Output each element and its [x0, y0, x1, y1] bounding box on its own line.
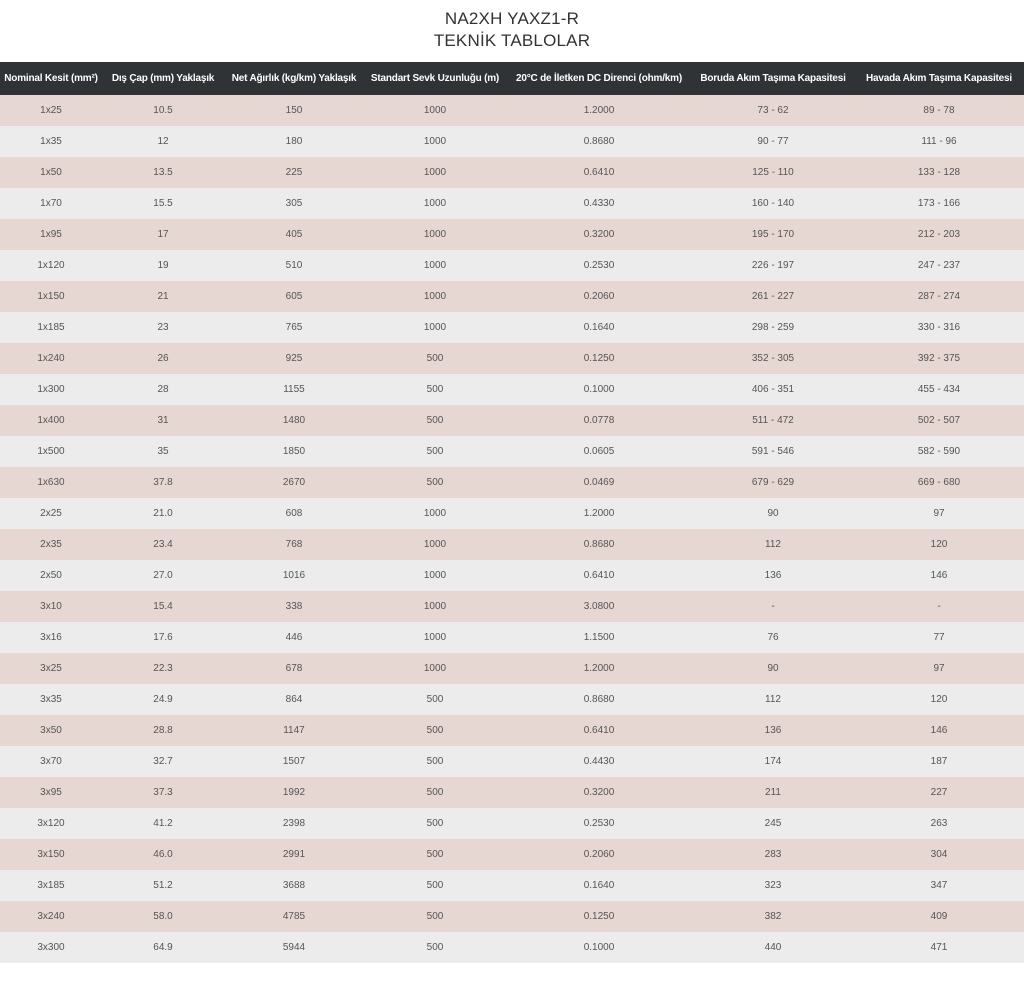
cell-net-weight: 446: [285, 632, 303, 643]
cell-delivery-length: 1000: [423, 136, 447, 147]
cell-current-in-air: 173 - 166: [917, 198, 961, 209]
cell-outer-diameter: 31: [157, 415, 169, 426]
cell-delivery-length: 500: [426, 787, 444, 798]
table-row: [0, 219, 1024, 250]
cell-current-in-pipe: 73 - 62: [757, 105, 789, 116]
cell-current-in-air: 347: [930, 880, 948, 891]
cell-nominal-section: 1x300: [37, 384, 65, 395]
cell-dc-resistance: 0.0469: [583, 477, 615, 488]
table-row: [0, 777, 1024, 808]
cell-outer-diameter: 22.3: [153, 663, 173, 674]
cell-nominal-section: 3x185: [37, 880, 65, 891]
column-header-current-in-air: Havada Akım Taşıma Kapasitesi: [866, 73, 1012, 84]
cell-net-weight: 405: [285, 229, 303, 240]
cell-current-in-air: 97: [933, 508, 945, 519]
cell-current-in-pipe: 382: [764, 911, 782, 922]
cell-dc-resistance: 0.1250: [583, 911, 615, 922]
cell-delivery-length: 500: [426, 384, 444, 395]
cell-current-in-air: 146: [930, 725, 948, 736]
cell-nominal-section: 1x120: [37, 260, 65, 271]
cell-dc-resistance: 0.0605: [583, 446, 615, 457]
cell-delivery-length: 1000: [423, 260, 447, 271]
cell-delivery-length: 500: [426, 880, 444, 891]
title-block: [0, 0, 1024, 62]
cell-net-weight: 605: [285, 291, 303, 302]
cell-current-in-air: 409: [930, 911, 948, 922]
cell-net-weight: 608: [285, 508, 303, 519]
cell-current-in-air: -: [937, 601, 941, 612]
table-row: [0, 281, 1024, 312]
cell-nominal-section: 3x35: [40, 694, 62, 705]
cell-dc-resistance: 0.4330: [583, 198, 615, 209]
cell-delivery-length: 500: [426, 725, 444, 736]
technical-table: [0, 62, 1024, 963]
cell-net-weight: 225: [285, 167, 303, 178]
cell-current-in-air: 120: [930, 539, 948, 550]
cell-current-in-air: 287 - 274: [917, 291, 961, 302]
cell-dc-resistance: 3.0800: [583, 601, 615, 612]
table-row: [0, 932, 1024, 963]
table-row: [0, 498, 1024, 529]
cell-current-in-air: 455 - 434: [917, 384, 961, 395]
cell-current-in-air: 247 - 237: [917, 260, 961, 271]
cell-net-weight: 1850: [282, 446, 306, 457]
cell-net-weight: 1507: [282, 756, 306, 767]
cell-outer-diameter: 13.5: [153, 167, 173, 178]
cell-current-in-pipe: 90: [767, 508, 779, 519]
cell-net-weight: 2398: [282, 818, 306, 829]
cell-current-in-pipe: 90 - 77: [757, 136, 789, 147]
cell-delivery-length: 1000: [423, 663, 447, 674]
cell-current-in-pipe: 323: [764, 880, 782, 891]
cell-delivery-length: 1000: [423, 291, 447, 302]
cell-delivery-length: 500: [426, 694, 444, 705]
cell-net-weight: 864: [285, 694, 303, 705]
cell-dc-resistance: 0.3200: [583, 229, 615, 240]
column-header-outer-diameter: Dış Çap (mm) Yaklaşık: [111, 73, 215, 84]
cell-dc-resistance: 0.1000: [583, 384, 615, 395]
cell-outer-diameter: 28: [157, 384, 169, 395]
table-row: [0, 188, 1024, 219]
cell-delivery-length: 500: [426, 353, 444, 364]
cell-current-in-pipe: 261 - 227: [751, 291, 795, 302]
cell-nominal-section: 3x16: [40, 632, 62, 643]
table-row: [0, 374, 1024, 405]
cell-net-weight: 678: [285, 663, 303, 674]
table-row: [0, 126, 1024, 157]
cell-delivery-length: 1000: [423, 632, 447, 643]
cell-current-in-air: 77: [933, 632, 945, 643]
cell-dc-resistance: 0.8680: [583, 539, 615, 550]
table-row: [0, 157, 1024, 188]
cell-net-weight: 5944: [282, 942, 306, 953]
cell-net-weight: 768: [285, 539, 303, 550]
cell-outer-diameter: 17: [157, 229, 169, 240]
cell-current-in-pipe: 211: [765, 787, 781, 798]
table-row: [0, 653, 1024, 684]
cell-delivery-length: 1000: [423, 508, 447, 519]
table-row: [0, 405, 1024, 436]
cell-delivery-length: 500: [426, 911, 444, 922]
cell-outer-diameter: 17.6: [153, 632, 173, 643]
cell-nominal-section: 3x240: [37, 911, 65, 922]
cell-net-weight: 925: [285, 353, 303, 364]
cell-current-in-pipe: 679 - 629: [751, 477, 795, 488]
cell-nominal-section: 1x400: [37, 415, 65, 426]
table-row: [0, 529, 1024, 560]
cell-current-in-pipe: 125 - 110: [752, 167, 794, 178]
cell-net-weight: 1480: [282, 415, 306, 426]
cell-current-in-pipe: 591 - 546: [751, 446, 795, 457]
table-row: [0, 591, 1024, 622]
cell-current-in-air: 212 - 203: [917, 229, 961, 240]
cell-delivery-length: 1000: [423, 167, 447, 178]
cell-nominal-section: 3x70: [40, 756, 62, 767]
cell-dc-resistance: 0.6410: [583, 725, 615, 736]
cell-outer-diameter: 15.5: [153, 198, 173, 209]
cell-nominal-section: 1x35: [40, 136, 62, 147]
cell-current-in-pipe: 298 - 259: [751, 322, 795, 333]
table-row: [0, 808, 1024, 839]
table-row: [0, 250, 1024, 281]
cell-nominal-section: 3x10: [40, 601, 62, 612]
table-row: [0, 467, 1024, 498]
cell-dc-resistance: 1.2000: [583, 105, 615, 116]
table-row: [0, 901, 1024, 932]
cell-outer-diameter: 21.0: [153, 508, 173, 519]
cell-outer-diameter: 23: [157, 322, 169, 333]
cell-current-in-air: 392 - 375: [917, 353, 961, 364]
table-header: [0, 62, 1024, 95]
cell-delivery-length: 1000: [423, 229, 447, 240]
cell-current-in-pipe: 195 - 170: [751, 229, 795, 240]
cell-outer-diameter: 41.2: [153, 818, 173, 829]
cell-delivery-length: 1000: [423, 322, 447, 333]
table-row: [0, 95, 1024, 126]
cell-delivery-length: 500: [426, 818, 444, 829]
cell-delivery-length: 1000: [423, 198, 447, 209]
cell-current-in-air: 582 - 590: [917, 446, 961, 457]
cell-current-in-air: 502 - 507: [917, 415, 961, 426]
cell-current-in-pipe: 112: [765, 539, 781, 550]
cell-outer-diameter: 37.8: [153, 477, 173, 488]
cell-dc-resistance: 0.4430: [583, 756, 615, 767]
cell-current-in-air: 263: [930, 818, 948, 829]
cell-current-in-pipe: 174: [764, 756, 782, 767]
table-body: [0, 95, 1024, 963]
cell-dc-resistance: 0.1640: [583, 322, 615, 333]
table-row: [0, 870, 1024, 901]
table-row: [0, 746, 1024, 777]
cell-current-in-air: 111 - 96: [921, 136, 957, 147]
cell-nominal-section: 3x120: [37, 818, 65, 829]
cell-outer-diameter: 12: [157, 136, 169, 147]
header-row: [0, 62, 1024, 95]
cell-dc-resistance: 0.2530: [583, 818, 615, 829]
cell-current-in-air: 330 - 316: [917, 322, 961, 333]
cell-outer-diameter: 58.0: [153, 911, 173, 922]
cell-current-in-pipe: 245: [764, 818, 782, 829]
cell-outer-diameter: 37.3: [153, 787, 173, 798]
cell-current-in-air: 471: [930, 942, 948, 953]
cell-current-in-air: 133 - 128: [917, 167, 961, 178]
cell-current-in-pipe: 440: [764, 942, 782, 953]
cell-nominal-section: 1x70: [40, 198, 62, 209]
column-header-current-in-pipe: Boruda Akım Taşıma Kapasitesi: [700, 73, 846, 84]
cell-net-weight: 2991: [282, 849, 306, 860]
section-title: TEKNİK TABLOLAR: [433, 31, 591, 50]
cell-dc-resistance: 0.8680: [583, 694, 615, 705]
cell-net-weight: 3688: [282, 880, 306, 891]
column-header-nominal-section: Nominal Kesit (mm²): [4, 73, 98, 84]
cell-outer-diameter: 32.7: [153, 756, 173, 767]
cell-nominal-section: 1x25: [40, 105, 62, 116]
cell-current-in-air: 187: [930, 756, 948, 767]
cell-current-in-pipe: 283: [764, 849, 782, 860]
cell-net-weight: 305: [285, 198, 303, 209]
cell-current-in-air: 97: [933, 663, 945, 674]
cell-net-weight: 4785: [282, 911, 306, 922]
cell-dc-resistance: 1.2000: [583, 508, 615, 519]
cell-nominal-section: 1x630: [37, 477, 65, 488]
cell-outer-diameter: 27.0: [153, 570, 173, 581]
cell-nominal-section: 2x50: [40, 570, 62, 581]
cell-delivery-length: 500: [426, 849, 444, 860]
cell-net-weight: 150: [285, 105, 303, 116]
cell-outer-diameter: 21: [157, 291, 169, 302]
cell-outer-diameter: 26: [157, 353, 169, 364]
cell-current-in-pipe: 90: [767, 663, 779, 674]
table-row: [0, 622, 1024, 653]
cell-outer-diameter: 28.8: [153, 725, 173, 736]
table-row: [0, 343, 1024, 374]
cell-delivery-length: 1000: [423, 105, 447, 116]
cell-delivery-length: 1000: [423, 539, 447, 550]
cell-delivery-length: 500: [426, 756, 444, 767]
cell-delivery-length: 500: [426, 942, 444, 953]
product-title: NA2XH YAXZ1-R: [444, 9, 580, 28]
cell-current-in-pipe: 136: [764, 570, 782, 581]
cell-dc-resistance: 1.1500: [583, 632, 615, 643]
cell-nominal-section: 1x150: [37, 291, 65, 302]
cell-outer-diameter: 46.0: [153, 849, 173, 860]
cell-outer-diameter: 19: [157, 260, 169, 271]
cell-nominal-section: 2x25: [40, 508, 62, 519]
cell-dc-resistance: 0.1000: [583, 942, 615, 953]
cell-nominal-section: 1x95: [40, 229, 62, 240]
cell-dc-resistance: 0.3200: [583, 787, 615, 798]
cell-current-in-pipe: 136: [764, 725, 782, 736]
cell-dc-resistance: 0.8680: [583, 136, 615, 147]
cell-delivery-length: 1000: [423, 570, 447, 581]
cell-delivery-length: 500: [426, 415, 444, 426]
column-header-net-weight: Net Ağırlık (kg/km) Yaklaşık: [231, 73, 357, 84]
cell-current-in-pipe: 112: [765, 694, 781, 705]
column-header-delivery-length: Standart Sevk Uzunluğu (m): [370, 73, 500, 84]
cell-outer-diameter: 10.5: [153, 105, 173, 116]
cell-current-in-air: 304: [930, 849, 948, 860]
cell-net-weight: 2670: [282, 477, 306, 488]
cell-outer-diameter: 64.9: [153, 942, 173, 953]
cell-outer-diameter: 35: [157, 446, 169, 457]
cell-nominal-section: 3x150: [37, 849, 65, 860]
cell-dc-resistance: 0.2530: [583, 260, 615, 271]
cell-nominal-section: 3x25: [40, 663, 62, 674]
cell-current-in-pipe: -: [771, 601, 775, 612]
cell-outer-diameter: 24.9: [153, 694, 173, 705]
cell-delivery-length: 500: [426, 477, 444, 488]
cell-current-in-air: 227: [930, 787, 948, 798]
cell-current-in-pipe: 160 - 140: [751, 198, 795, 209]
cell-outer-diameter: 23.4: [153, 539, 173, 550]
cell-delivery-length: 500: [426, 446, 444, 457]
cell-dc-resistance: 0.6410: [583, 570, 615, 581]
cell-current-in-pipe: 352 - 305: [751, 353, 795, 364]
cell-dc-resistance: 0.2060: [583, 291, 615, 302]
cell-delivery-length: 1000: [423, 601, 447, 612]
cell-net-weight: 1016: [282, 570, 306, 581]
cell-net-weight: 1155: [283, 384, 305, 395]
cell-net-weight: 180: [285, 136, 303, 147]
table-row: [0, 312, 1024, 343]
cell-dc-resistance: 0.0778: [583, 415, 615, 426]
cell-dc-resistance: 0.2060: [583, 849, 615, 860]
cell-nominal-section: 1x50: [40, 167, 62, 178]
table-row: [0, 436, 1024, 467]
cell-current-in-air: 146: [930, 570, 948, 581]
cell-nominal-section: 1x185: [37, 322, 65, 333]
column-header-dc-resistance: 20°C de İletken DC Direnci (ohm/km): [516, 73, 682, 84]
cell-outer-diameter: 15.4: [153, 601, 173, 612]
cell-nominal-section: 1x500: [37, 446, 65, 457]
cell-net-weight: 338: [285, 601, 303, 612]
cell-nominal-section: 3x95: [40, 787, 62, 798]
cell-current-in-pipe: 76: [767, 632, 779, 643]
table-row: [0, 839, 1024, 870]
cell-current-in-pipe: 511 - 472: [752, 415, 794, 426]
table-row: [0, 715, 1024, 746]
cell-dc-resistance: 0.1250: [583, 353, 615, 364]
cell-net-weight: 765: [285, 322, 303, 333]
cell-net-weight: 1147: [283, 725, 305, 736]
cell-outer-diameter: 51.2: [153, 880, 173, 891]
cell-nominal-section: 3x50: [40, 725, 62, 736]
cell-dc-resistance: 1.2000: [583, 663, 615, 674]
cell-net-weight: 1992: [282, 787, 306, 798]
cell-current-in-pipe: 406 - 351: [751, 384, 795, 395]
cell-current-in-pipe: 226 - 197: [751, 260, 795, 271]
cell-nominal-section: 2x35: [40, 539, 62, 550]
cell-current-in-air: 120: [930, 694, 948, 705]
cell-nominal-section: 1x240: [37, 353, 65, 364]
cell-nominal-section: 3x300: [37, 942, 65, 953]
table-row: [0, 560, 1024, 591]
cell-dc-resistance: 0.6410: [583, 167, 615, 178]
table-row: [0, 684, 1024, 715]
cell-current-in-air: 669 - 680: [917, 477, 961, 488]
cell-dc-resistance: 0.1640: [583, 880, 615, 891]
cell-net-weight: 510: [285, 260, 303, 271]
cell-current-in-air: 89 - 78: [923, 105, 955, 116]
